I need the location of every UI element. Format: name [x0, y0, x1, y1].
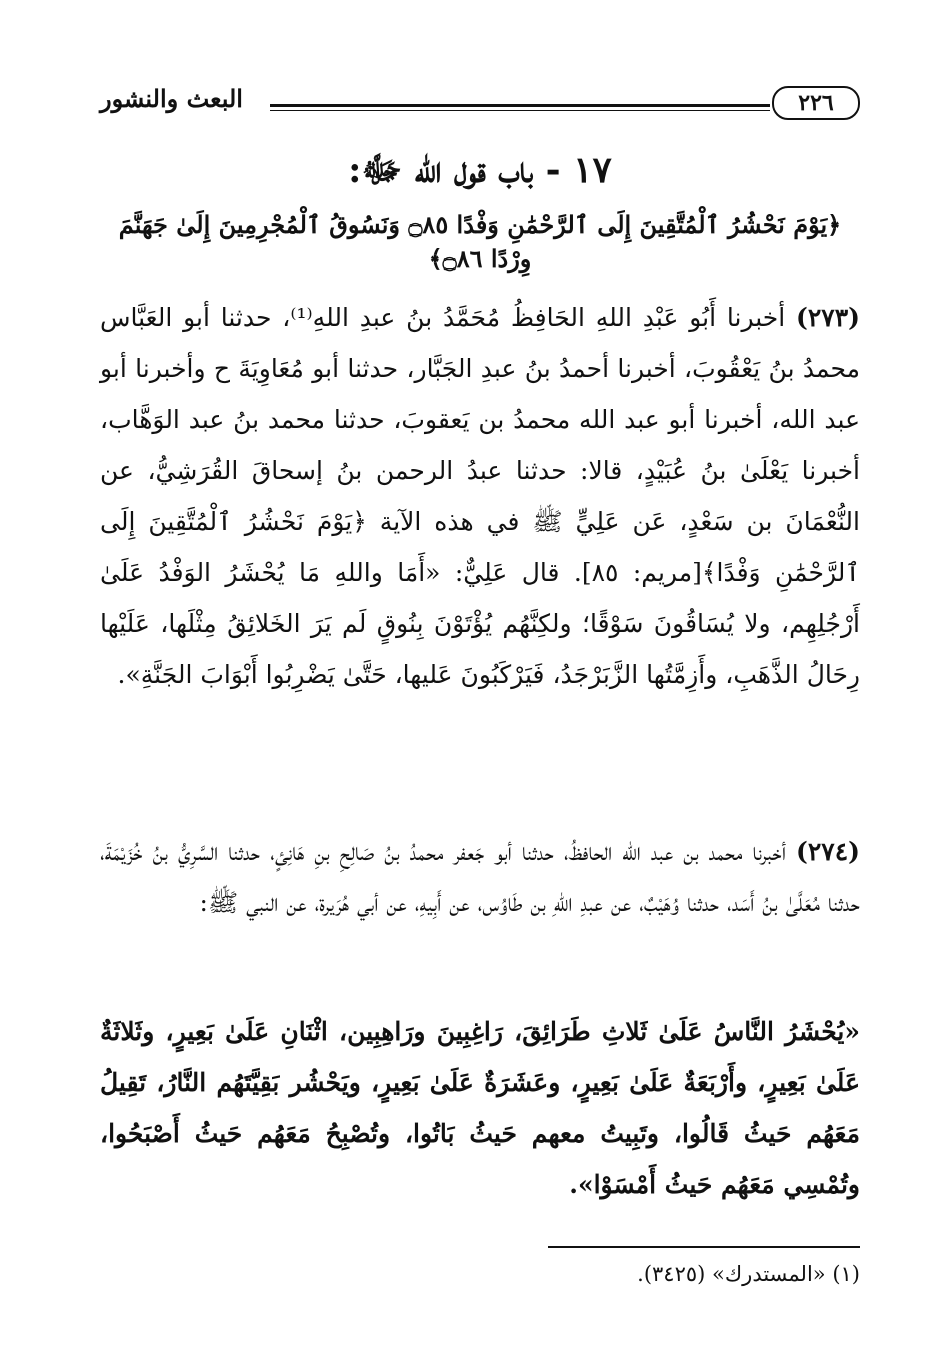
page-number: ٢٢٦: [772, 86, 860, 120]
page-header: [100, 84, 860, 132]
hadith-274: [100, 826, 860, 928]
hadith-number: (٢٧٤): [796, 837, 860, 866]
hadith-number: (٢٧٣): [796, 303, 860, 332]
footnote: (١) «المستدرك» (٣٤٢٥).: [637, 1262, 860, 1286]
footnote-rule: [548, 1246, 860, 1248]
header-rule: [270, 104, 770, 107]
hadith-isnad: أخبرنا محمد بن عبد الله الحافظُ، حدثنا أبو جَعفر محمدُ بنُ صَالِحِ بنِ هَانِئٍ، حدثنا السَّرِيُّ بنُ خُزَيْمَةَ، حدثنا مُعَلَّىٰ بنُ أَسَد، حدثنا وُهَيْبٌ، عن عبدِ اللهِ بن طَاوُس، عن أَبِيهِ، عن أبي هُرَيرة، عن النبي ﷺ:: [100, 837, 860, 917]
running-title: البعث والنشور: [100, 84, 243, 113]
chapter-title: ١٧ - باب قول الله ﷻ:: [348, 149, 612, 191]
hadith-274-matn: «يُحْشَرُ النَّاسُ عَلَىٰ ثَلاثِ طَرَائِقَ، رَاغِبِينَ ورَاهِبِين، اثْنَانِ عَلَىٰ بَعِيرٍ، وثَلاثَةٌ عَلَىٰ بَعِيرٍ، وأَرْبَعَةٌ عَلَىٰ بَعِيرٍ، وعَشَرَةٌ عَلَىٰ بَعِيرٍ، ويَحْشُر بَقِيَّتَهُم النَّارُ، تَقِيلُ مَعَهُم حَيثُ قَالُوا، وتَبِيتُ معهم حَيثُ بَاتُوا، وتُصْبِحُ مَعَهُم حَيثُ أَصْبَحُوا، وتُمْسِي مَعَهُم حَيثُ أَمْسَوْا».: [100, 1017, 860, 1199]
quran-verse: ﴿يَوْمَ نَحْشُرُ ٱلْمُتَّقِينَ إِلَى ٱلرَّحْمَٰنِ وَفْدًا ۝٨٥ وَنَسُوقُ ٱلْمُجْرِمِينَ إِلَىٰ جَهَنَّمَ وِرْدًا ۝٨٦﴾: [118, 210, 842, 273]
hadith-273: [100, 292, 860, 700]
hadith-text: أخبرنا أَبُو عَبْدِ اللهِ الحَافِظُ مُحَمَّدُ بنُ عبدِ اللهِ⁽¹⁾، حدثنا أبو العَبَّاس محمدُ بنُ يَعْقُوبَ، أخبرنا أحمدُ بنُ عبدِ الجَبَّار، حدثنا أبو مُعَاوِيَةَ ح وأخبرنا أبو عبد الله، أخبرنا أبو عبد الله محمدُ بن يَعقوبَ، حدثنا محمد بنُ عبد الوَهَّاب، أخبرنا يَعْلَىٰ بنُ عُبَيْدٍ، قالا: حدثنا عبدُ الرحمن بنُ إسحاقَ القُرَشِيُّ، عن النُّعْمَانَ بن سَعْدٍ، عَن عَلِيٍّ ﷺ في هذه الآية ﴿يَوْمَ نَحْشُرُ ٱلْمُتَّقِينَ إِلَى ٱلرَّحْمَٰنِ وَفْدًا﴾[مريم: ٨٥]. قال عَلِيٌّ: «أَمَا واللهِ مَا يُحْشَرُ الوَفْدُ عَلَىٰ أَرْجُلِهِم، ولا يُسَاقُونَ سَوْقًا؛ ولكِنَّهُم يُؤْتَوْنَ بِنُوقٍ لَم يَرَ الخَلائِقُ مِثْلَها، عَلَيْها رِحَالُ الذَّهَبِ، وأَزِمَّتُها الزَّبَرْجَدُ، فَيَرْكَبُونَ عَليها، حَتَّىٰ يَضْرِبُوا أَبْوَابَ الجَنَّةِ».: [100, 303, 861, 689]
